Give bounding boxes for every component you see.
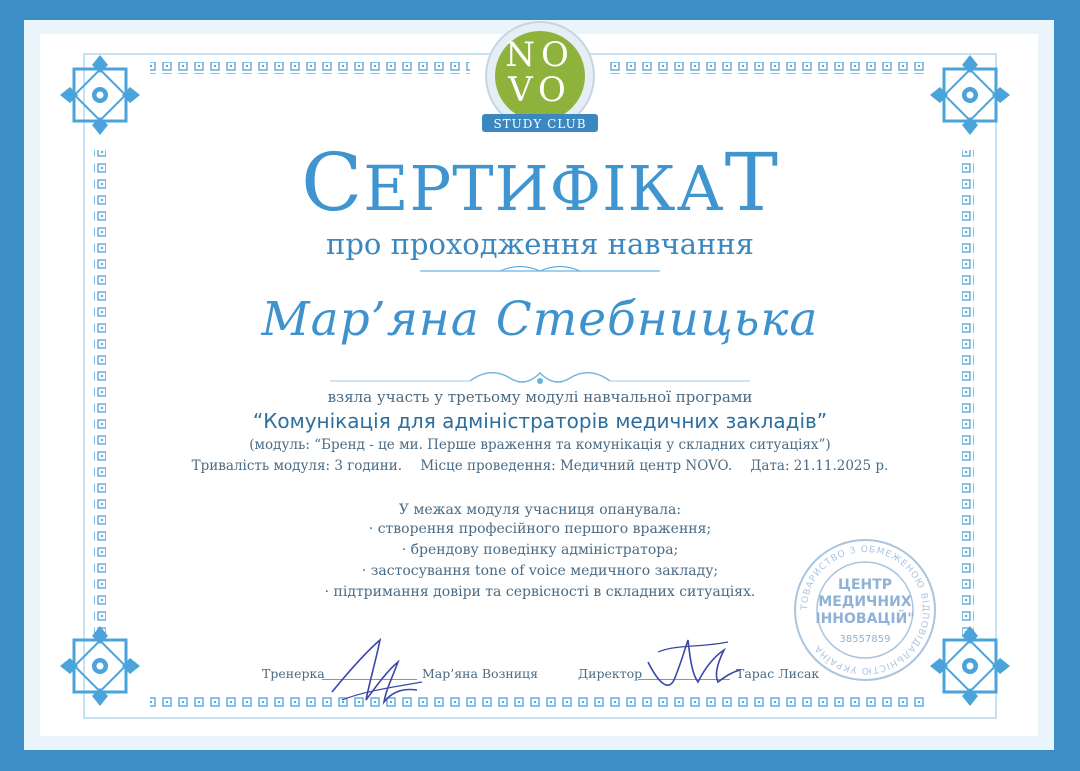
skill-item: · підтримання довіри та сервісності в складних ситуаціях. (324, 584, 756, 600)
skills-intro: У межах модуля учасниця опанувала: (398, 502, 682, 518)
skill-item: · брендову поведінку адміністратора; (401, 542, 679, 558)
trainer-signature (322, 630, 432, 710)
novo-logo (470, 20, 610, 140)
name-flourish (330, 373, 750, 384)
stamp-ring-text: ТОВАРИСТВО З ОБМЕЖЕНОЮ ВІДПОВІДАЛЬНІСТЮ УКРАЇНА (799, 544, 931, 676)
module-details (0, 457, 1080, 475)
skill-item: · створення професійного першого враження; (368, 521, 712, 537)
certificate-subtitle: про проходження навчання (326, 227, 754, 261)
program-title: “Комунікація для адміністраторів медичних закладів” (252, 409, 828, 433)
stamp-line-1: ЦЕНТР (837, 577, 893, 593)
director-name: Тарас Лисак (736, 666, 820, 681)
date-text: Дата: 21.11.2025 р. (750, 458, 889, 474)
duration-text: Тривалість модуля: 3 години. (191, 458, 403, 474)
logo-ribbon-text: STUDY CLUB (493, 117, 587, 131)
recipient-name: Мар’яна Стебницька (261, 292, 819, 347)
certificate-title (0, 138, 1080, 234)
director-signature (628, 622, 748, 702)
place-text: Місце проведення: Медичний центр NOVO. (420, 458, 733, 474)
director-label: Директор (578, 666, 643, 681)
logo-letter-o: O (540, 35, 575, 75)
logo-letter-v: V (508, 70, 539, 110)
stamp-line-2: МЕДИЧНИХ (818, 594, 912, 610)
trainer-label: Тренерка (262, 666, 325, 681)
title-first-letter: С (301, 136, 364, 229)
stamp-line-3: ІННОВАЦІЙ" (815, 611, 915, 627)
module-description: (модуль: “Бренд - це ми. Перше враження та комунікація у складних ситуаціях”) (249, 437, 831, 453)
title-middle: ЕРТИФІКА (363, 152, 725, 225)
subtitle-flourish (420, 267, 660, 272)
trainer-name: Мар’яна Возниця (422, 666, 538, 681)
logo-letter-o2: O (538, 70, 572, 110)
participation-text: взяла участь у третьому модулі навчальної програми (327, 388, 753, 406)
skill-item: · застосування tone of voice медичного закладу; (361, 563, 719, 579)
official-stamp (790, 535, 940, 685)
logo-letter-n: N (505, 35, 541, 75)
stamp-code: 38557859 (839, 634, 891, 645)
title-last-letter: Т (724, 136, 779, 229)
